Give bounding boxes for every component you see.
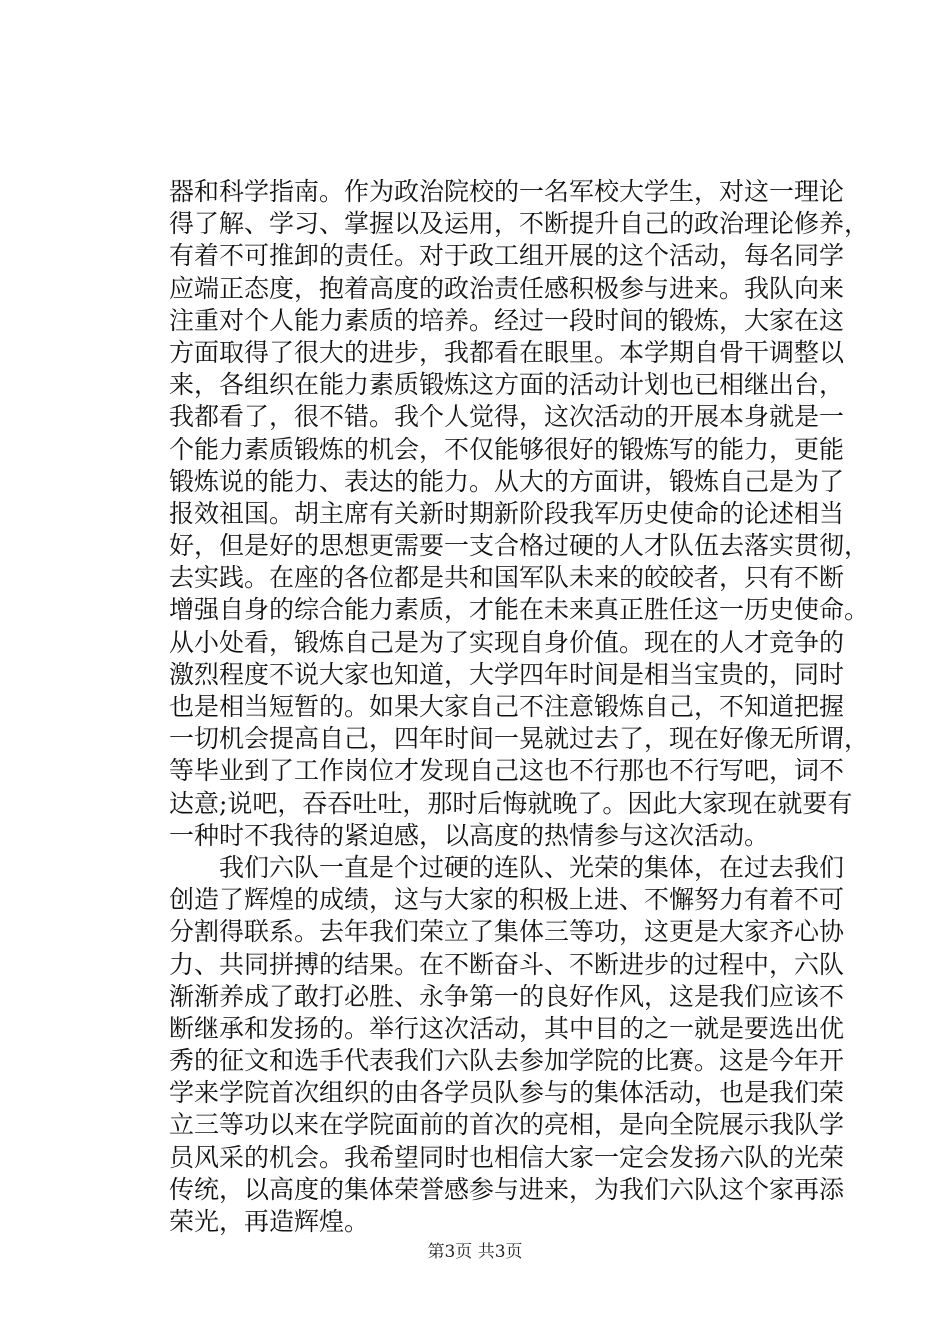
text-line: 传统，以高度的集体荣誉感参与进来，为我们六队这个家再添: [169, 1174, 845, 1204]
text-line: 好，但是好的思想更需要一支合格过硬的人才队伍去落实贯彻，: [169, 531, 870, 561]
page-footer: 第3页 共3页: [427, 1242, 523, 1262]
text-line: 等毕业到了工作岗位才发现自己这也不行那也不行写吧，词不: [169, 756, 845, 786]
text-line: 分割得联系。去年我们荣立了集体三等功，这更是大家齐心协: [169, 917, 845, 947]
text-line: 从小处看，锻炼自己是为了实现自身价值。现在的人才竞争的: [169, 627, 845, 657]
paragraph: [169, 852, 845, 1238]
text-line: 来，各组织在能力素质锻炼这方面的活动计划也已相继出台，: [169, 370, 845, 400]
paragraph: [169, 176, 870, 852]
text-line: 学来学院首次组织的由各学员队参与的集体活动，也是我们荣: [169, 1078, 845, 1108]
text-line: 应端正态度，抱着高度的政治责任感积极参与进来。我队向来: [169, 273, 845, 303]
text-line: 一种时不我待的紧迫感，以高度的热情参与这次活动。: [169, 820, 770, 850]
text-line: 断继承和发扬的。举行这次活动，其中目的之一就是要选出优: [169, 1013, 845, 1043]
text-line: 增强自身的综合能力素质，才能在未来真正胜任这一历史使命。: [169, 595, 870, 625]
text-line: 荣光，再造辉煌。: [169, 1207, 370, 1236]
text-line: 创造了辉煌的成绩，这与大家的积极上进、不懈努力有着不可: [169, 885, 845, 915]
text-line: 个能力素质锻炼的机会，不仅能够很好的锻炼写的能力，更能: [169, 434, 845, 464]
text-line: 也是相当短暂的。如果大家自己不注意锻炼自己，不知道把握: [169, 692, 845, 721]
text-line: 秀的征文和选手代表我们六队去参加学院的比赛。这是今年开: [169, 1046, 845, 1076]
text-line: 注重对个人能力素质的培养。经过一段时间的锻炼，大家在这: [169, 305, 845, 335]
text-line: 员风采的机会。我希望同时也相信大家一定会发扬六队的光荣: [169, 1142, 845, 1172]
text-line: 得了解、学习、掌握以及运用，不断提升自己的政治理论修养，: [169, 209, 870, 239]
text-line: 器和科学指南。作为政治院校的一名军校大学生，对这一理论: [169, 177, 845, 206]
text-line: 激烈程度不说大家也知道，大学四年时间是相当宝贵的，同时: [169, 659, 845, 689]
text-line: 方面取得了很大的进步，我都看在眼里。本学期自骨干调整以: [169, 337, 845, 367]
text-line: 有着不可推卸的责任。对于政工组开展的这个活动，每名同学: [169, 241, 845, 271]
text-line: 立三等功以来在学院面前的首次的亮相，是向全院展示我队学: [169, 1110, 845, 1140]
text-line: 力、共同拼搏的结果。在不断奋斗、不断进步的过程中，六队: [169, 949, 845, 979]
text-line: 报效祖国。胡主席有关新时期新阶段我军历史使命的论述相当: [169, 498, 845, 528]
text-line: 去实践。在座的各位都是共和国军队未来的皎皎者，只有不断: [169, 563, 845, 593]
text-line: 我们六队一直是个过硬的连队、光荣的集体，在过去我们: [219, 852, 845, 882]
text-line: 渐渐养成了敢打必胜、永争第一的良好作风，这是我们应该不: [169, 981, 845, 1011]
text-line: 锻炼说的能力、表达的能力。从大的方面讲，锻炼自己是为了: [169, 466, 845, 496]
text-line: 我都看了，很不错。我个人觉得，这次活动的开展本身就是一: [169, 402, 845, 432]
text-line: 一切机会提高自己，四年时间一晃就过去了，现在好像无所谓，: [169, 724, 870, 754]
text-line: 达意;说吧，吞吞吐吐，那时后悔就晚了。因此大家现在就要有: [169, 788, 853, 818]
document-body: [169, 176, 870, 1238]
